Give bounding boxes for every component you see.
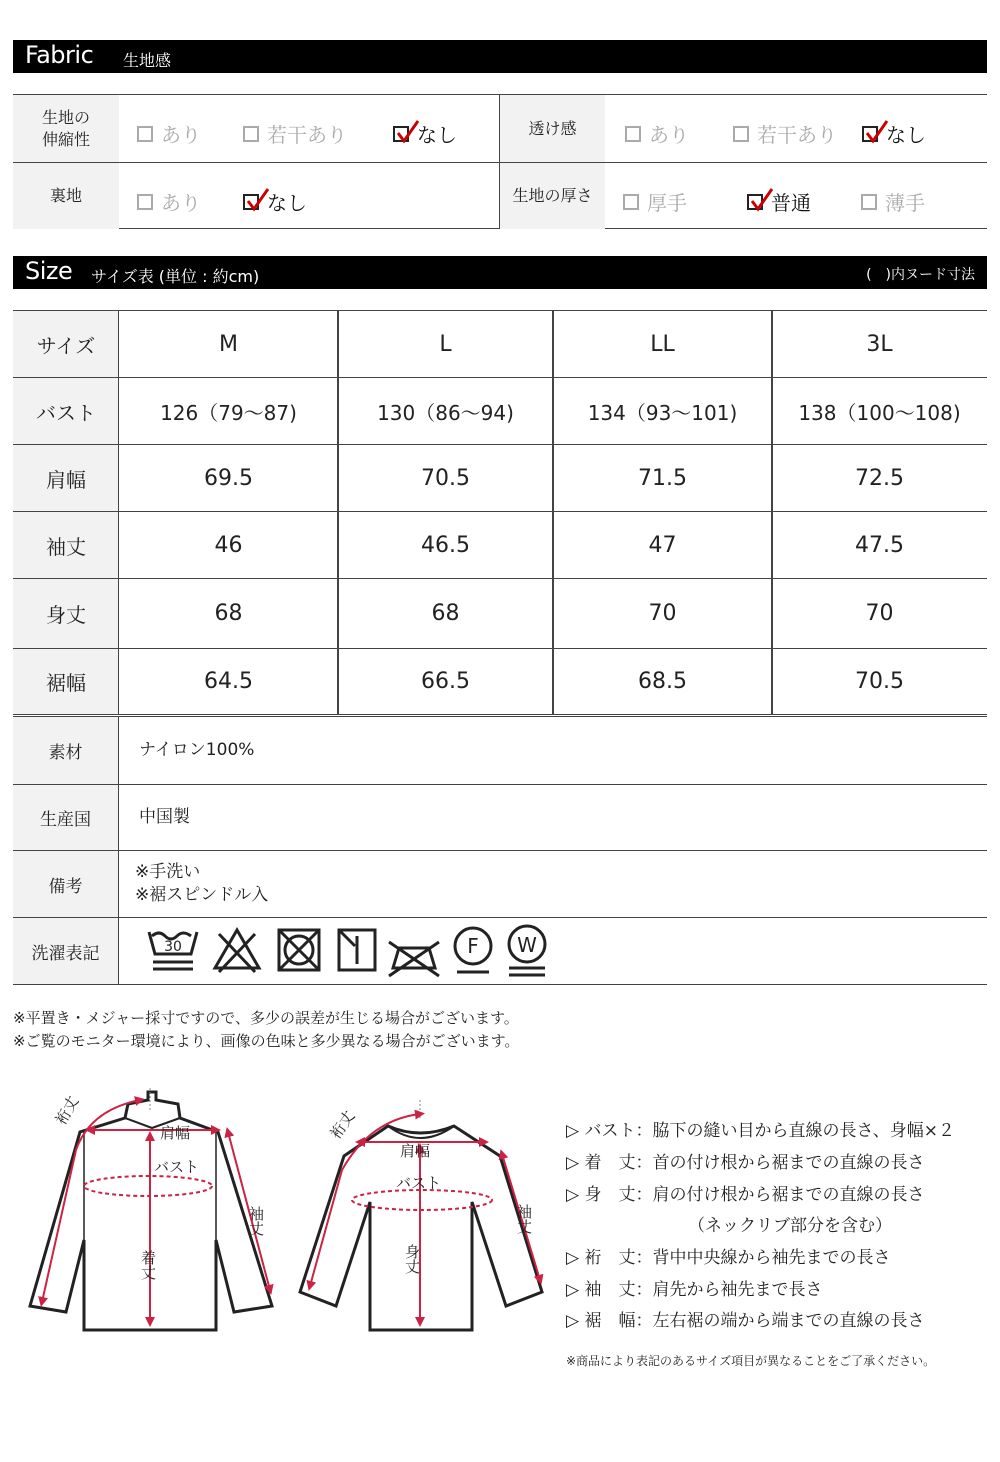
diagram-label-yuki: 裄丈	[326, 1107, 359, 1143]
table-cell: 70	[648, 601, 677, 626]
checked-checkbox-icon	[862, 126, 878, 142]
diagram-label-sleeve: 袖丈	[515, 1204, 533, 1234]
table-cell: 64.5	[204, 669, 253, 694]
thickness-option-thin: 薄手	[861, 187, 925, 216]
info-row-material	[13, 717, 987, 785]
table-cell: 71.5	[638, 465, 687, 491]
table-cell: 47	[648, 532, 677, 558]
info-row-remarks	[13, 851, 987, 918]
table-row	[13, 579, 987, 649]
table-row	[13, 512, 987, 579]
table-cell: 47.5	[855, 532, 904, 558]
product-info-table	[13, 716, 987, 964]
table-cell: 138（100〜108)	[798, 400, 961, 425]
sheer-option-slight: 若干あり	[733, 119, 837, 148]
table-row	[13, 378, 987, 445]
stretch-option-slight: 若干あり	[243, 119, 347, 148]
row-label-bust: バスト	[13, 378, 119, 444]
row-label-shoulder: 肩幅	[13, 445, 119, 511]
care-label: 洗濯表記	[13, 918, 119, 984]
sheer-option-yes: あり	[625, 119, 689, 148]
table-cell: 70.5	[855, 669, 904, 694]
checked-checkbox-icon	[393, 126, 409, 142]
size-col-ll: LL	[650, 331, 675, 357]
table-cell: 46	[214, 532, 243, 558]
desc-sleeve: ▷ 袖 丈：肩先から袖先まで長さ	[566, 1280, 823, 1300]
dry-clean-f-icon	[455, 928, 491, 972]
checkbox-icon	[733, 126, 749, 142]
stretch-option-none: なし	[393, 119, 457, 148]
diagram-label-shoulder: 肩幅	[160, 1124, 191, 1142]
table-cell: 68.5	[638, 669, 687, 694]
table-cell: 72.5	[855, 465, 904, 491]
table-row	[13, 445, 987, 512]
size-title-jp: サイズ表 (単位 : 約cm)	[91, 267, 260, 286]
table-cell: 46.5	[421, 532, 470, 558]
diagram-label-bust: バスト	[396, 1174, 442, 1192]
thickness-option-normal: 普通	[747, 187, 811, 216]
table-cell: 70	[865, 601, 894, 626]
sweater-diagram	[300, 1100, 542, 1330]
footnote: ※商品により表記のあるサイズ項目が異なることをご了承ください。	[566, 1354, 936, 1368]
thickness-option-thick: 厚手	[623, 187, 687, 216]
no-bleach-icon	[215, 930, 259, 972]
wash-30-icon	[149, 932, 197, 969]
checkbox-icon	[861, 194, 877, 210]
size-section-header	[13, 256, 987, 289]
diagram-label-mitake: 身丈	[403, 1244, 421, 1274]
svg-text:30: 30	[164, 939, 182, 955]
lining-option-none: なし	[243, 187, 307, 216]
table-cell: 70.5	[421, 465, 470, 491]
diagram-label-sleeve: 袖丈	[247, 1206, 265, 1236]
row-label-sleeve: 袖丈	[13, 512, 119, 578]
info-row-origin	[13, 785, 987, 851]
sheer-label: 透け感	[500, 95, 605, 162]
checkbox-icon	[625, 126, 641, 142]
size-header-row	[13, 311, 987, 378]
row-label-body-length: 身丈	[13, 579, 119, 648]
no-iron-icon	[389, 942, 439, 976]
checked-checkbox-icon	[243, 194, 259, 210]
info-row-care	[13, 918, 987, 985]
table-cell: 68	[431, 601, 460, 626]
fabric-section-header	[13, 40, 987, 73]
table-row	[13, 649, 987, 715]
sheer-option-none: なし	[862, 119, 926, 148]
checkbox-icon	[137, 126, 153, 142]
row-label-hem: 裾幅	[13, 649, 119, 714]
no-tumble-dry-icon	[279, 930, 319, 970]
fabric-title-jp: 生地感	[123, 51, 172, 70]
svg-text:F: F	[467, 934, 479, 958]
size-table	[13, 310, 987, 695]
line-dry-icon	[339, 930, 375, 970]
fabric-table	[13, 94, 987, 229]
garment-diagrams	[20, 1080, 560, 1340]
fabric-title-en: Fabric	[25, 41, 94, 69]
size-col-m: M	[219, 331, 238, 357]
checked-checkbox-icon	[747, 194, 763, 210]
nude-size-note: ( )内ヌード寸法	[866, 267, 975, 283]
wet-clean-w-icon	[509, 926, 545, 975]
lining-option-yes: あり	[137, 187, 201, 216]
origin-value: 中国製	[139, 807, 190, 827]
size-title-en: Size	[25, 257, 73, 285]
diagram-label-shoulder: 肩幅	[400, 1142, 431, 1160]
checkbox-icon	[137, 194, 153, 210]
remarks-label: 備考	[13, 851, 119, 917]
thickness-label: 生地の厚さ	[500, 163, 605, 229]
checkbox-icon	[243, 126, 259, 142]
material-label: 素材	[13, 717, 119, 784]
size-header-label: サイズ	[13, 311, 119, 377]
table-cell: 126（79〜87)	[160, 400, 297, 425]
material-value: ナイロン100%	[139, 740, 255, 760]
desc-hem: ▷ 裾 幅：左右裾の端から端までの直線の長さ	[566, 1311, 925, 1331]
measurement-note: ※平置き・メジャー採寸ですので、多少の誤差が生じる場合がございます。	[13, 1009, 519, 1027]
diagram-label-bust: バスト	[154, 1158, 200, 1176]
color-note: ※ご覧のモニター環境により、画像の色味と多少異なる場合がございます。	[13, 1032, 520, 1050]
diagram-label-yuki: 裄丈	[51, 1093, 83, 1128]
desc-yuki: ▷ 裄 丈：背中中央線から袖先までの長さ	[566, 1248, 891, 1268]
lining-label: 裏地	[13, 163, 119, 229]
stretch-option-yes: あり	[137, 119, 201, 148]
size-col-3l: 3L	[866, 331, 893, 357]
checkbox-icon	[623, 194, 639, 210]
desc-bust: ▷ バスト：脇下の縫い目から直線の長さ、身幅×２	[566, 1121, 956, 1141]
desc-kitake: ▷ 着 丈：首の付け根から裾までの直線の長さ	[566, 1153, 925, 1173]
diagram-label-kitake: 着丈	[139, 1250, 157, 1280]
table-cell: 66.5	[421, 669, 470, 694]
table-cell: 130（86〜94)	[377, 400, 514, 425]
desc-mitake-note: （ネックリブ部分を含む）	[688, 1216, 892, 1236]
origin-label: 生産国	[13, 785, 119, 850]
table-cell: 69.5	[204, 465, 253, 491]
table-cell: 134（93〜101)	[587, 400, 738, 425]
desc-mitake: ▷ 身 丈：肩の付け根から裾までの直線の長さ	[566, 1185, 925, 1205]
remarks-value: ※手洗い ※裾スピンドル入	[135, 862, 269, 905]
table-cell: 68	[214, 601, 243, 626]
stretch-label: 生地の 伸縮性	[13, 95, 119, 162]
size-col-l: L	[439, 331, 452, 357]
care-icons	[147, 924, 557, 984]
jacket-diagram	[30, 1088, 272, 1330]
svg-text:W: W	[517, 933, 537, 957]
